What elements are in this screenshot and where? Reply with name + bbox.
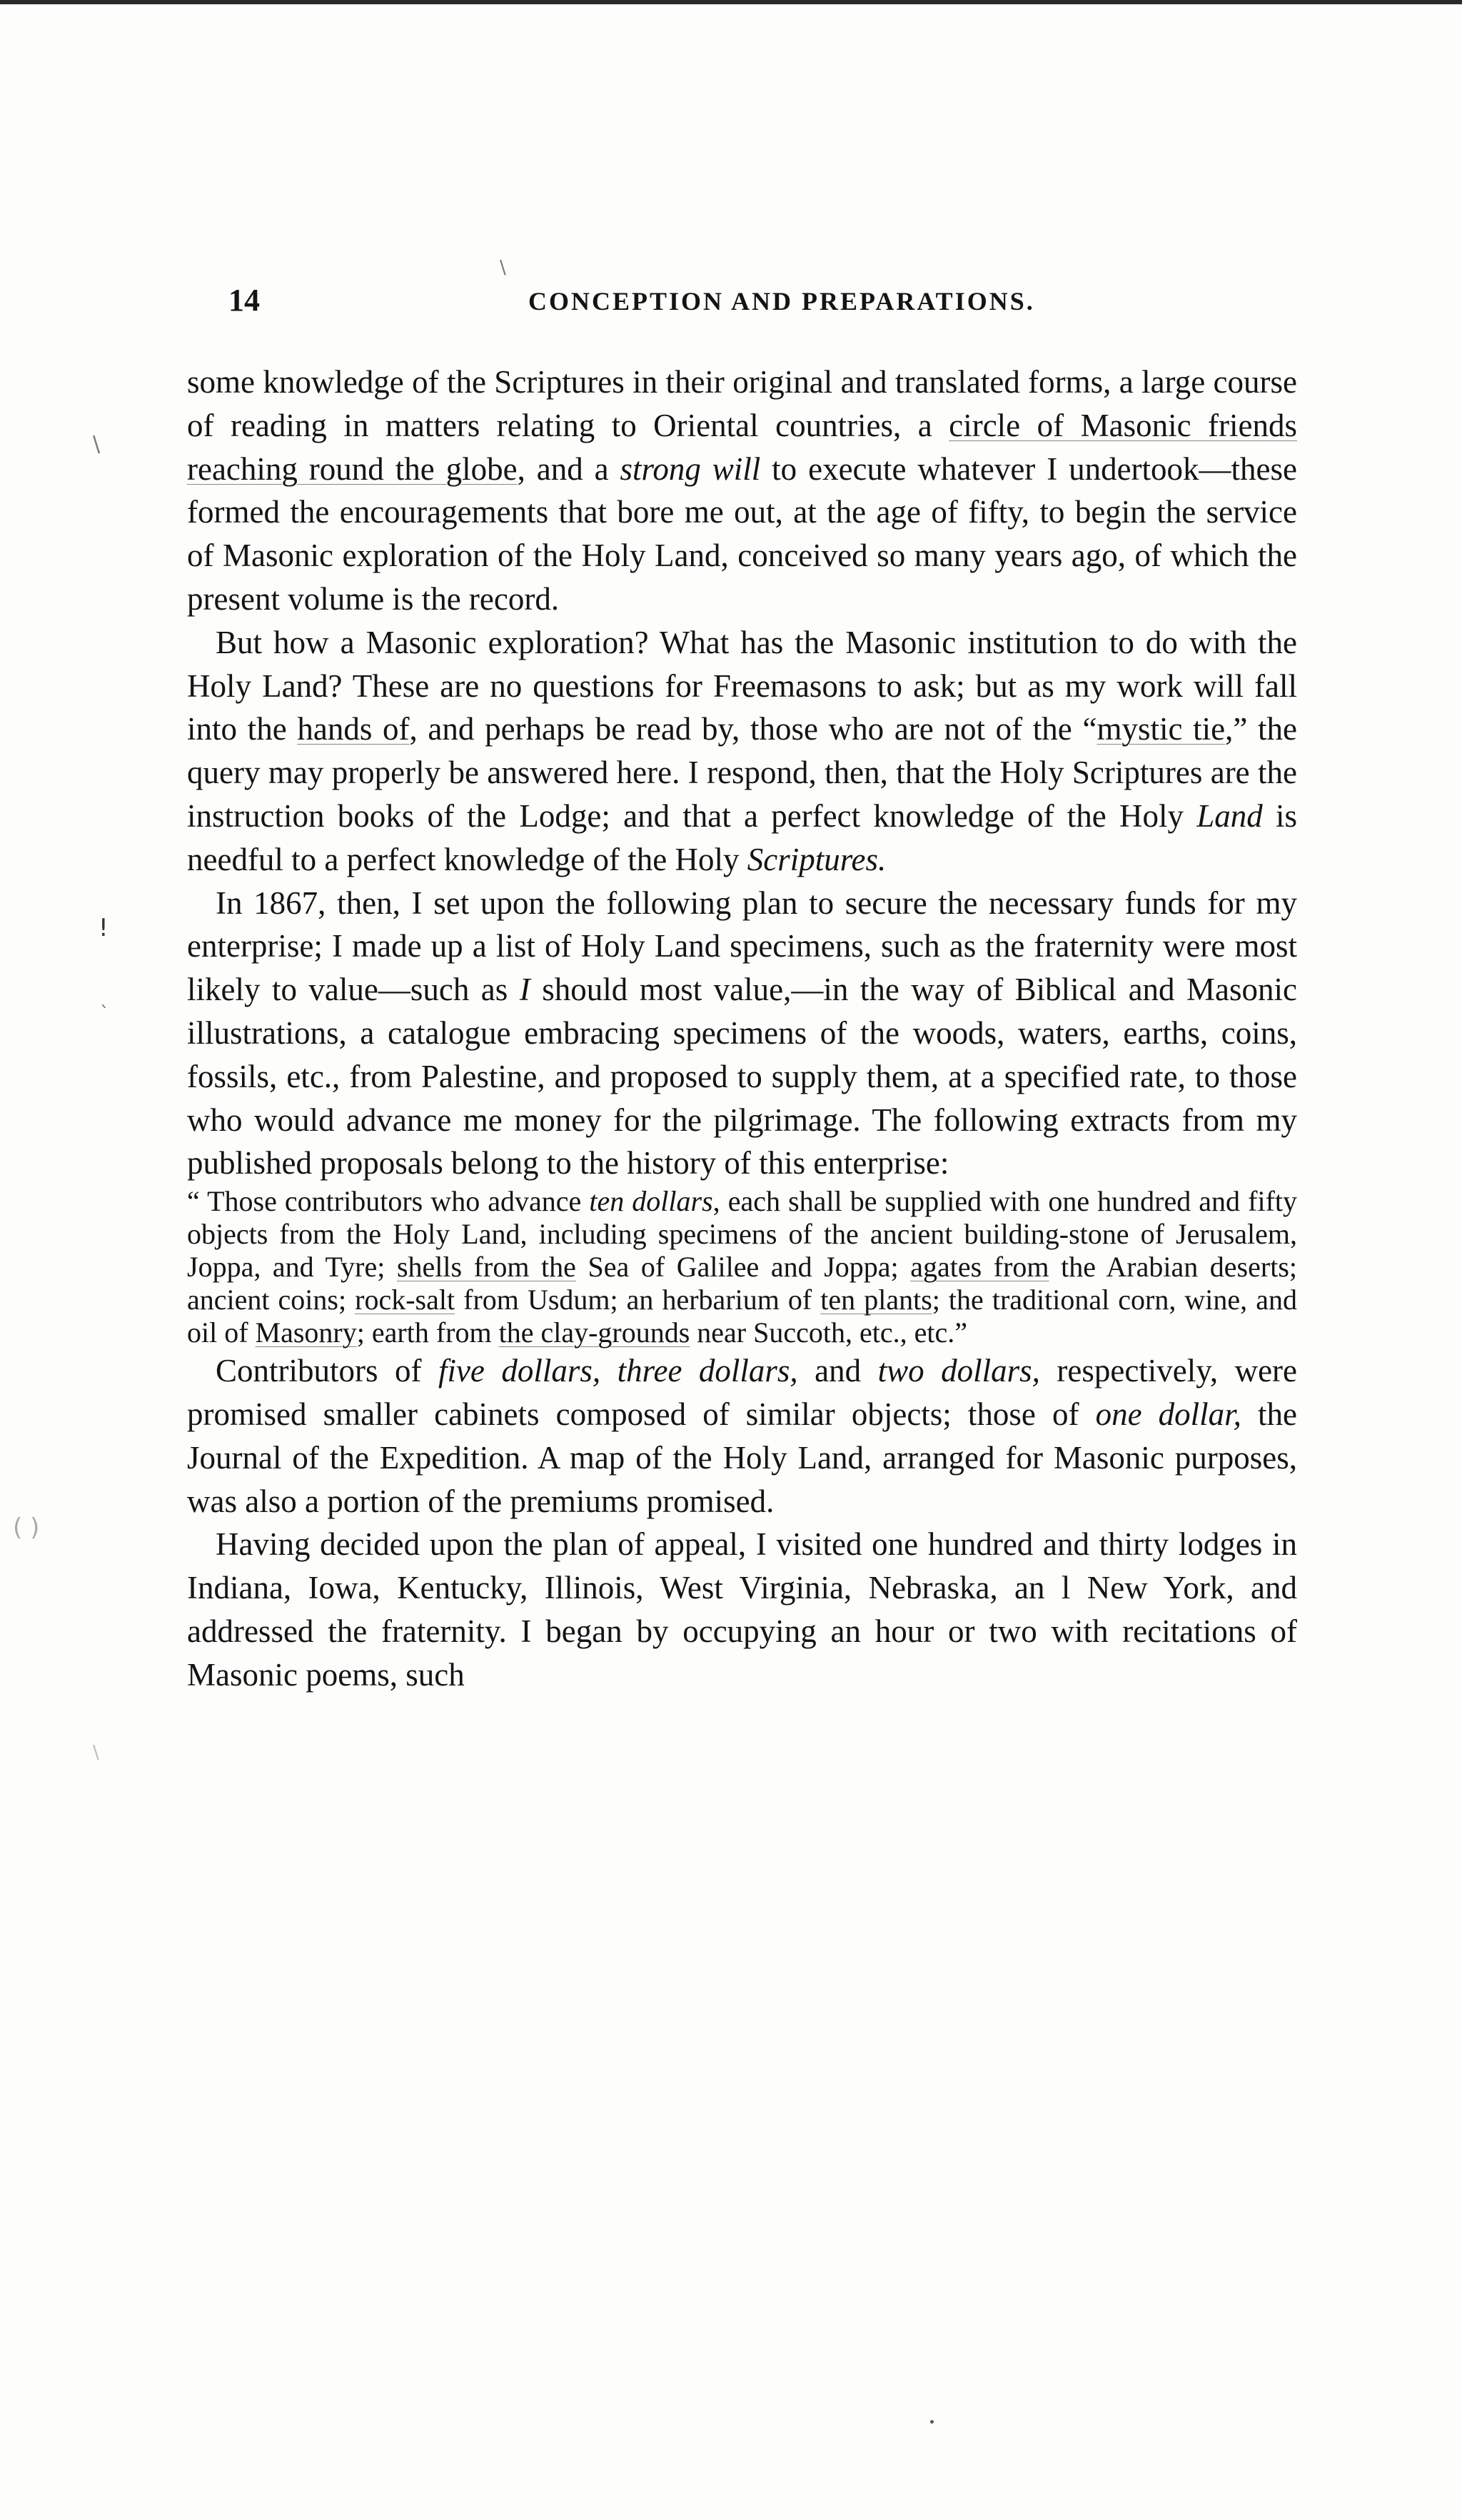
text-run: Sea of Galilee and Joppa; — [575, 1251, 911, 1284]
text-run: some knowledge of the Scriptures in their original and translated forms, a large course of reading in matters relating to Oriental countries, a — [187, 364, 1297, 443]
stray-mark: ` — [100, 1003, 109, 1024]
print-speck — [930, 2420, 934, 2424]
text-run: ,” the query may properly be answered here. I respond, then, that the Holy Scriptures are the instruction books of the Lodge; and that a perfect knowledge of the Holy — [187, 711, 1297, 834]
underlined-run: agates from — [910, 1251, 1049, 1284]
stray-mark: \ — [93, 1742, 99, 1763]
text-run: and — [797, 1353, 878, 1389]
paragraph — [187, 882, 1297, 1186]
text-run: the Arabian deserts; ancient coins; — [187, 1251, 1297, 1316]
underlined-run: the clay-grounds — [498, 1316, 690, 1349]
page-header — [228, 282, 1299, 332]
italic-run: ten dollars — [589, 1185, 713, 1218]
body-text — [187, 361, 1297, 1697]
paragraph — [187, 1523, 1297, 1696]
stray-mark: \ — [93, 432, 101, 457]
page-number: 14 — [228, 283, 260, 318]
block-quote — [187, 1185, 1297, 1349]
text-run: Having decided upon the plan of appeal, I visited one hundred and thirty lodges in Indiana, Iowa, Kentucky, Illinois, West Virginia, Nebraska, an l New York, and addressed the fraternity. I began by occupying an hour or two with recitations of Masonic poems, such — [187, 1526, 1297, 1693]
italic-run: one dollar, — [1095, 1396, 1241, 1432]
text-run: , and perhaps be read by, those who are not of the “ — [409, 711, 1097, 747]
underlined-run: mystic tie — [1096, 711, 1226, 747]
text-run: But how a Masonic exploration? What has the Masonic institution to do with the Holy Land? These are no questions for Freemasons to ask; but as my work will fall into the — [187, 624, 1297, 747]
text-run: , and a — [517, 450, 620, 487]
italic-run: Land — [1196, 797, 1263, 834]
text-run: from Usdum; an herbarium of — [455, 1284, 821, 1316]
text-run: the Journal of the Expedition. A map of the Holy Land, arranged for Masonic purposes, was also a portion of the premiums promised. — [187, 1396, 1297, 1519]
underlined-run: circle of Masonic friends reaching round the globe — [187, 407, 1297, 487]
italic-run: two dollars, — [877, 1353, 1040, 1389]
stray-mark: \ — [500, 257, 506, 278]
underlined-run: Masonry — [255, 1316, 357, 1349]
text-run: is needful to a perfect knowledge of the Holy — [187, 797, 1297, 877]
italic-run: I — [519, 972, 530, 1008]
text-run: respectively, were promised smaller cabinets composed of similar objects; those of — [187, 1353, 1298, 1432]
paragraph — [187, 621, 1297, 882]
text-run: should most value,—in the way of Biblical and Masonic illustrations, a catalogue embracing specimens of the woods, waters, earths, coins, fossils, etc., from Palestine, and proposed to supply them, at a specified rate, to those who would advance me money for the pilgrimage. The following extracts from my published proposals belong to the history of this enterprise: — [187, 972, 1297, 1181]
italic-run: strong will — [620, 450, 761, 487]
italic-run: Scriptures. — [747, 841, 887, 877]
text-run: In 1867, then, I set upon the following plan to secure the necessary funds for my enterprise; I made up a list of Holy Land specimens, such as the fraternity were most likely to value—such as — [187, 884, 1297, 1008]
underlined-run: shells from the — [396, 1251, 576, 1284]
text-run: ; earth from — [356, 1316, 499, 1349]
text-run: ; the traditional corn, wine, and oil of — [187, 1284, 1297, 1349]
text-run: Contributors of — [216, 1353, 438, 1389]
italic-run: five dollars, three dollars, — [438, 1353, 798, 1389]
stray-mark: ! — [99, 914, 109, 942]
paragraph — [187, 361, 1297, 621]
text-run: “ Those contributors who advance — [187, 1185, 590, 1218]
text-run: to execute whatever I undertook—these formed the encouragements that bore me out, at the age of fifty, to begin the service of Masonic exploration of the Holy Land, conceived so many years ago, of which the present volume is the record. — [187, 450, 1298, 617]
underlined-run: hands of — [297, 711, 410, 747]
underlined-run: rock-salt — [355, 1284, 455, 1316]
paragraph — [187, 1349, 1297, 1523]
text-run: near Succoth, etc., etc.” — [690, 1316, 967, 1349]
stray-mark: ( ) — [13, 1513, 40, 1542]
text-run: , each shall be supplied with one hundred and fifty objects from the Holy Land, including specimens of the ancient building-stone of Jerusalem, Joppa, and Tyre; — [187, 1185, 1298, 1284]
running-head: CONCEPTION AND PREPARATIONS. — [528, 287, 1035, 316]
underlined-run: ten plants — [820, 1284, 932, 1316]
